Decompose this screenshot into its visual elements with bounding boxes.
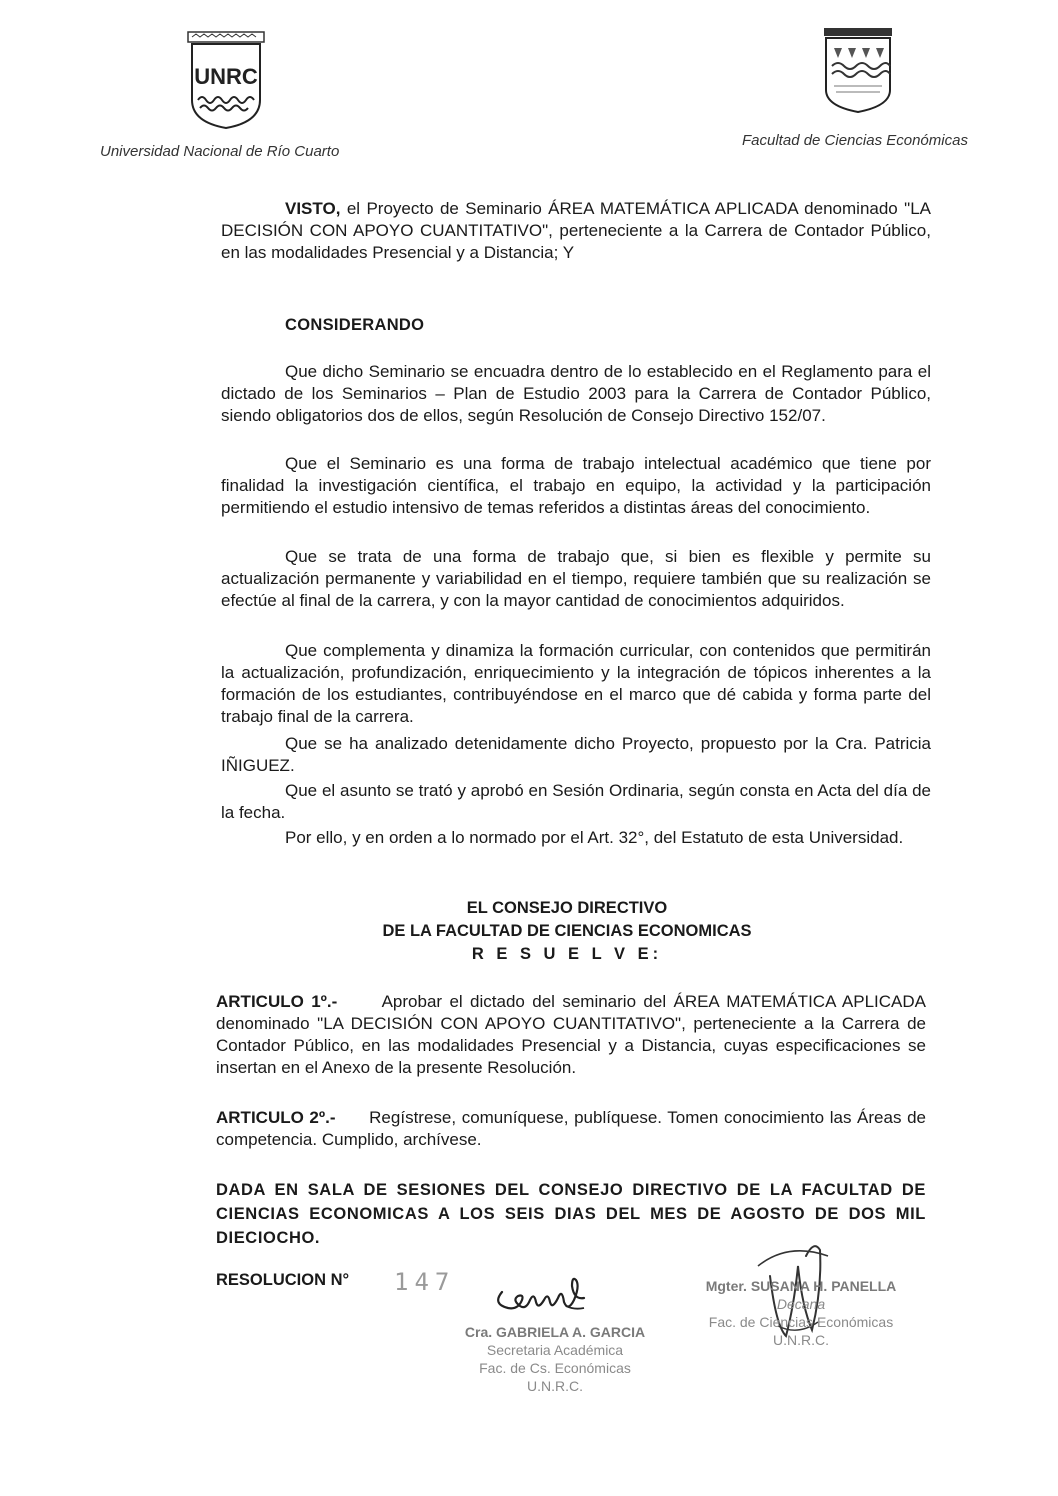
resolve-line-3: R E S U E L V E:: [471, 945, 663, 963]
considerando-paragraph-1: Que dicho Seminario se encuadra dentro de lo establecido en el Reglamento para el dictado de los Seminarios – Plan de Estudio 2003 para la Carrera de Contador Público, siendo obligatorios dos de ellos, según Resolución de Consejo Directivo 152/07.: [221, 362, 931, 425]
considerando-paragraph-2: Que el Seminario es una forma de trabajo intelectual académico que tiene por finalidad la investigación científica, el trabajo en equipo, la actividad y la participación permitiendo el estudio intensivo de temas referidos a distintas áreas del conocimiento.: [221, 454, 931, 517]
article-1-text: Aprobar el dictado del seminario del ÁREA MATEMÁTICA APLICADA denominado "LA DECISIÓN CON APOYO CUANTITATIVO", perteneciente a la Carrera de Contador Público, en las modalidades Presencial y a Distancia, cuyas especificaciones se insertan en el Anexo de la presente Resolución.: [216, 992, 927, 1077]
considerando-paragraph-4: Que complementa y dinamiza la formación curricular, con contenidos que permitirán la actualización, profundización, enriquecimiento y la integración de tópicos inherentes a la formación de los estudiantes, contribuyéndose en el marco que dé cabida y forma parte del trabajo final de la carrera.: [221, 641, 931, 726]
university-caption: Universidad Nacional de Río Cuarto: [100, 143, 340, 160]
resolution-number: 147: [394, 1268, 456, 1296]
left-signature-stamp: [450, 1323, 660, 1395]
visto-paragraph: [221, 198, 931, 264]
unrc-logo: [186, 30, 266, 134]
considerando-paragraph-5: Que se ha analizado detenidamente dicho Proyecto, propuesto por la Cra. Patricia IÑIGUEZ.: [221, 734, 931, 775]
right-signer-role: Decana: [776, 1296, 826, 1312]
resolution-label: RESOLUCION N°: [216, 1271, 350, 1289]
resolve-block: [212, 897, 922, 966]
visto-lead: VISTO,: [285, 199, 341, 218]
considerando-paragraph-6: Que el asunto se trató y aprobó en Sesión Ordinaria, según consta en Acta del día de la fecha.: [221, 781, 931, 822]
considerando-paragraph-7: Por ello, y en orden a lo normado por el Art. 32°, del Estatuto de esta Universidad.: [285, 828, 904, 847]
article-2-text: Regístrese, comuníquese, publíquese. Tomen conocimiento las Áreas de competencia. Cumplido, archívese.: [216, 1108, 926, 1149]
right-signer-faculty: Fac. de Ciencias Económicas: [708, 1314, 894, 1330]
svg-text:UNRC: UNRC: [194, 64, 258, 89]
considerando-paragraph-3: Que se trata de una forma de trabajo que, si bien es flexible y permite su actualización permanente y variabilidad en el tiempo, requiere también que su realización se efectúe al final de la carrera, y con la mayor cantidad de conocimientos adquiridos.: [221, 547, 931, 610]
left-signer-university: U.N.R.C.: [527, 1378, 583, 1394]
considerando-heading: CONSIDERANDO: [285, 316, 425, 334]
visto-text: el Proyecto de Seminario ÁREA MATEMÁTICA APLICADA denominado "LA DECISIÓN CON APOYO CUANTITATIVO", perteneciente a la Carrera de Contador Público, en las modalidades Presencial y a Distancia; Y: [221, 199, 931, 262]
left-signature-scribble: [488, 1262, 608, 1322]
faculty-logo: [822, 26, 894, 116]
right-signer-name: Mgter. SUSANA H. PANELLA: [705, 1278, 897, 1294]
article-1-label: ARTICULO 1º.-: [216, 992, 338, 1011]
faculty-caption: Facultad de Ciencias Económicas: [742, 132, 968, 149]
right-signer-university: U.N.R.C.: [773, 1332, 829, 1348]
resolve-line-2: DE LA FACULTAD DE CIENCIAS ECONOMICAS: [382, 922, 752, 940]
left-signer-name: Cra. GABRIELA A. GARCIA: [464, 1324, 646, 1340]
dada-statement: DADA EN SALA DE SESIONES DEL CONSEJO DIRECTIVO DE LA FACULTAD DE CIENCIAS ECONOMICAS A LOS SEIS DIAS DEL MES DE AGOSTO DE DOS MIL DIECIOCHO.: [216, 1181, 926, 1247]
left-signer-faculty: Fac. de Cs. Económicas: [479, 1360, 631, 1376]
article-2-label: ARTICULO 2º.-: [216, 1108, 336, 1127]
article-1: [216, 991, 926, 1079]
left-signer-role: Secretaria Académica: [486, 1342, 624, 1358]
resolve-line-1: EL CONSEJO DIRECTIVO: [466, 899, 668, 917]
right-signature-stamp: [696, 1277, 906, 1349]
article-2: [216, 1107, 926, 1151]
